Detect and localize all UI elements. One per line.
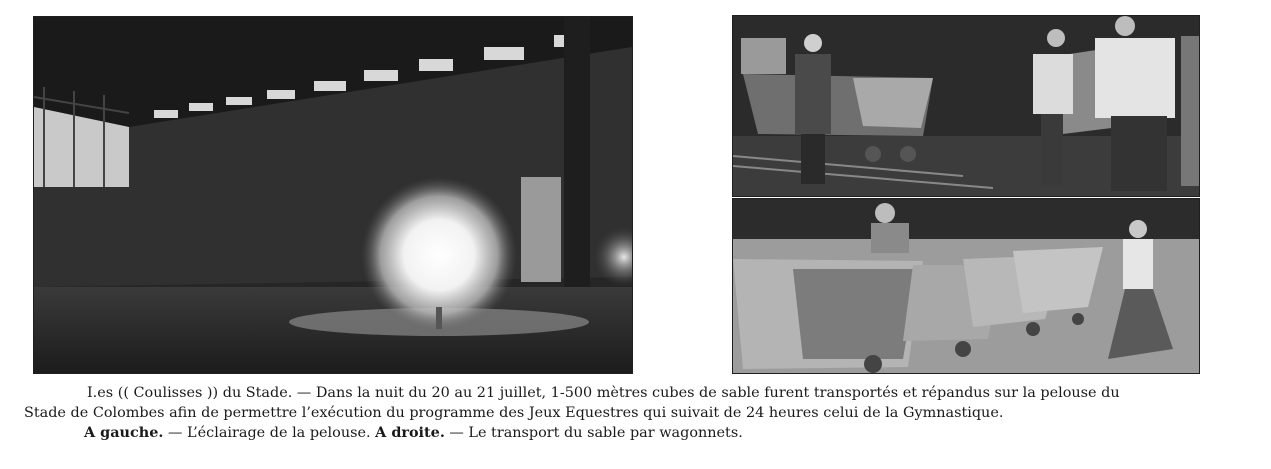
right-text: — Le transport du sable par wagonnets.	[444, 425, 743, 441]
left-label: A gauche.	[84, 424, 164, 441]
night-lighting-photo	[33, 16, 633, 374]
workers-with-wagons-photo	[732, 15, 1200, 197]
left-text: — L’éclairage de la pelouse.	[163, 425, 376, 441]
sand-wagons-photo	[732, 198, 1200, 374]
right-label: A droite.	[375, 424, 445, 441]
caption-line-3	[24, 423, 1249, 444]
caption-line-1: I.es (( Coulisses )) du Stade. — Dans la nuit du 20 au 21 juillet, 1-500 mètres cubes de sable furent transportés et répandus sur la pelouse du	[87, 385, 1120, 401]
photo-caption	[24, 384, 1249, 444]
caption-line-2: Stade de Colombes afin de permettre l’exécution du programme des Jeux Equestres qui suivait de 24 heures celui de la Gymnastique.	[24, 404, 1004, 421]
